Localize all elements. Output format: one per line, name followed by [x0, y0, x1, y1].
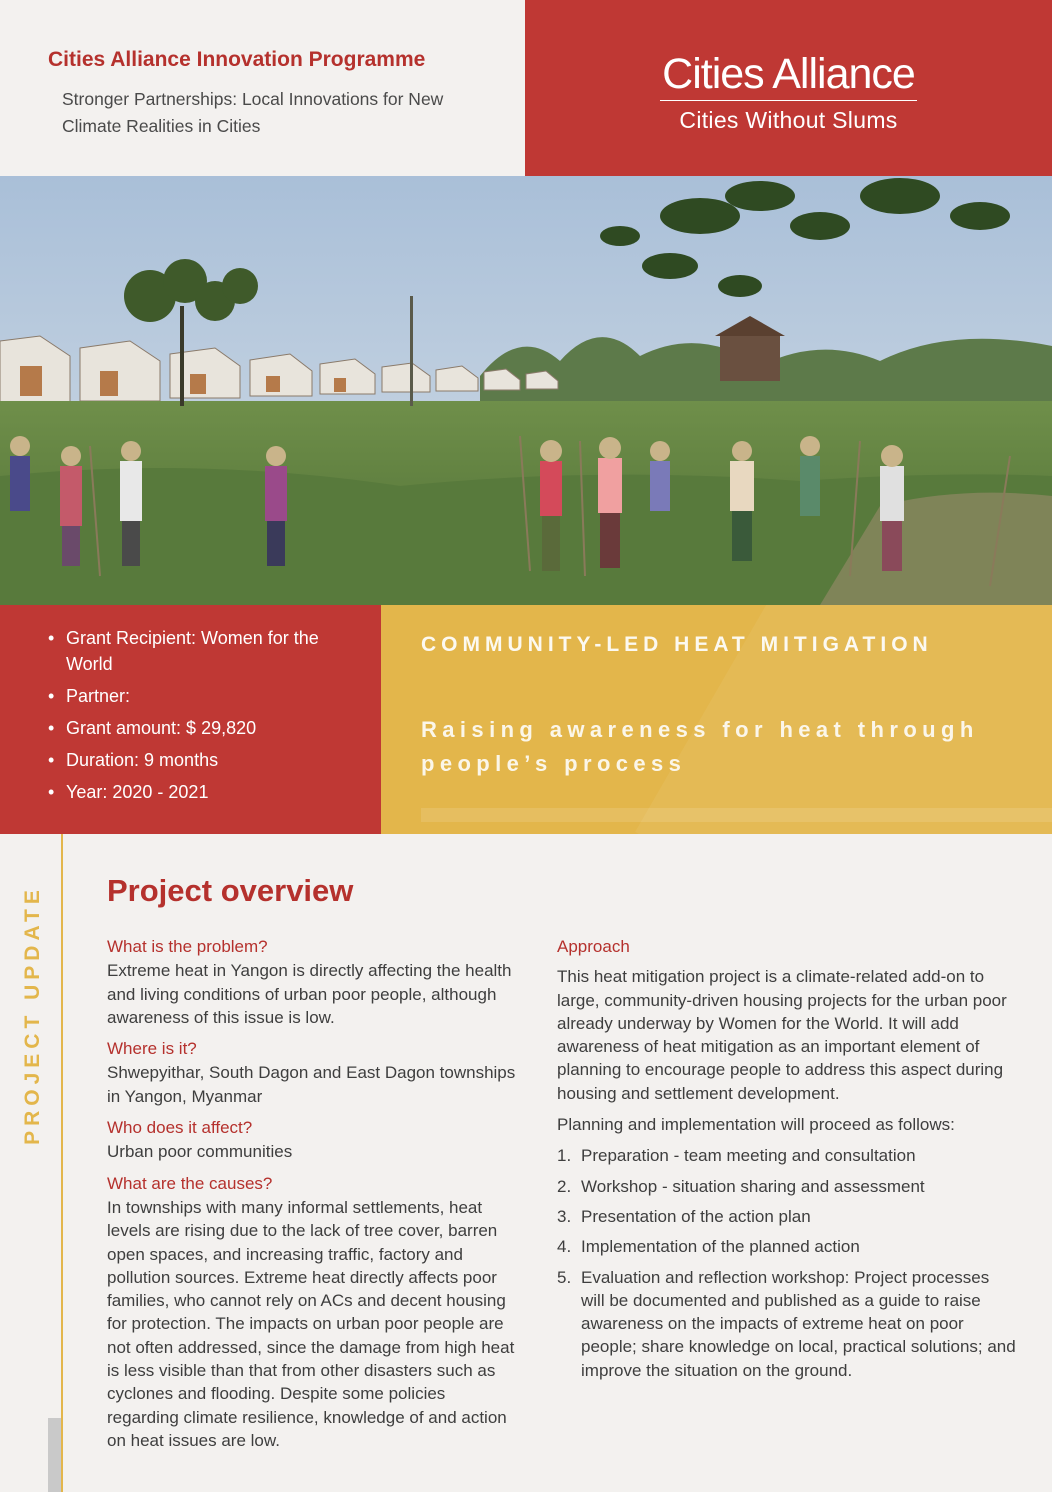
community-field-photo	[0, 176, 1052, 605]
plan-intro: Planning and implementation will proceed as follows:	[557, 1115, 955, 1135]
header-left	[0, 0, 525, 176]
step-text: Implementation of the planned action	[581, 1237, 860, 1257]
project-subtitle: Raising awareness for heat through people’s process	[421, 717, 979, 776]
answer-affected: Urban poor communities	[107, 1142, 293, 1162]
step-item	[557, 1235, 1017, 1258]
grant-partner: • Partner:	[46, 683, 366, 709]
step-item	[557, 1175, 1017, 1198]
decorative-stripe	[421, 808, 1052, 822]
grant-amount: • Grant amount: $ 29,820	[46, 715, 366, 741]
project-title-panel	[381, 605, 1052, 834]
steps-list	[557, 1144, 1017, 1382]
question-problem: What is the problem?	[107, 937, 268, 956]
question-causes: What are the causes?	[107, 1173, 273, 1193]
cities-alliance-logo	[525, 50, 1052, 134]
community-field-photo-icon	[0, 176, 1052, 605]
step-text: Workshop - situation sharing and assessment	[581, 1176, 925, 1196]
approach-heading: Approach	[557, 937, 630, 956]
answer-causes: In townships with many informal settlements, heat levels are rising due to the lack of tree cover, barren open spaces, and increasing traffic, factory and pollution sources. Extreme heat directly affects poor families, who cannot rely on ACs and decent housing for protection. The impacts on urban poor people are not often addressed, since the damage from high heat is less visible than that from other disasters such as cyclones and flooding. Despite some policies regarding climate resilience, knowledge of and action on heat issues are low.	[107, 1197, 515, 1450]
step-number: 1.	[557, 1146, 572, 1166]
step-number: 5.	[557, 1267, 572, 1287]
logo-tagline: Cities Without Slums	[679, 107, 898, 133]
logo-main-text: Cities Alliance	[660, 50, 917, 101]
overview-left-column	[107, 935, 517, 1460]
grant-info-list	[46, 625, 366, 811]
step-number: 2.	[557, 1176, 572, 1196]
scrollbar[interactable]	[48, 1418, 61, 1492]
project-update-label: PROJECT UPDATE	[21, 885, 44, 1145]
question-location: Where is it?	[107, 1039, 197, 1059]
grant-info-panel	[0, 605, 381, 834]
step-text: Evaluation and reflection workshop: Project processes will be documented and published as a guide to raise awareness on the impacts of extreme heat on poor people; share knowledge on local, practical solutions; and improve the situation on the ground.	[581, 1267, 1016, 1380]
step-number: 3.	[557, 1206, 572, 1226]
question-affected: Who does it affect?	[107, 1118, 253, 1138]
grant-year: • Year: 2020 - 2021	[46, 779, 366, 805]
side-divider	[61, 834, 63, 1492]
step-item	[557, 1205, 1017, 1228]
step-item	[557, 1144, 1017, 1167]
header-logo-panel	[525, 0, 1052, 176]
step-text: Preparation - team meeting and consultation	[581, 1146, 916, 1166]
programme-subtitle: Stronger Partnerships: Local Innovations for New Climate Realities in Cities	[62, 89, 444, 136]
overview-right-column	[557, 935, 1017, 1389]
programme-title: Cities Alliance Innovation Programme	[48, 48, 426, 71]
answer-location: Shwepyithar, South Dagon and East Dagon townships in Yangon, Myanmar	[107, 1063, 516, 1106]
answer-problem: Extreme heat in Yangon is directly affecting the health and living conditions of urban poor people, although awareness of this issue is low.	[107, 961, 512, 1027]
overview-heading: Project overview	[107, 873, 354, 908]
grant-duration: • Duration: 9 months	[46, 747, 366, 773]
step-item	[557, 1266, 1017, 1382]
grant-recipient: • Grant Recipient: Women for the World	[46, 625, 366, 677]
project-title: COMMUNITY-LED HEAT MITIGATION	[421, 633, 933, 656]
step-text: Presentation of the action plan	[581, 1206, 811, 1226]
approach-text: This heat mitigation project is a climate-related add-on to large, community-driven housing projects for the urban poor already underway by Women for the World. It will add awareness of heat mitigation as an important element of planning to encourage people to address this aspect during housing and settlement development.	[557, 967, 1007, 1103]
step-number: 4.	[557, 1237, 572, 1257]
